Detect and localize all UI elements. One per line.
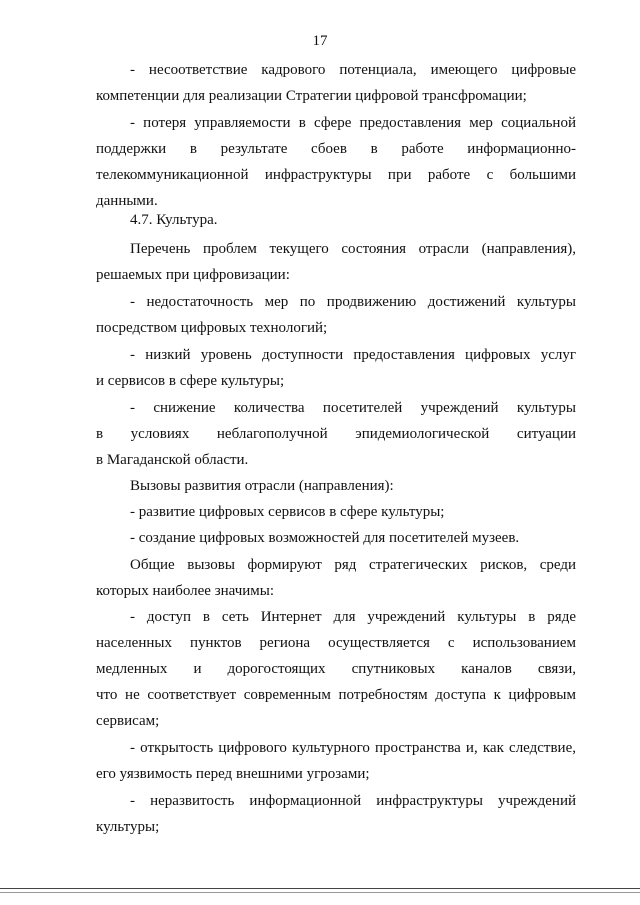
paragraph-openness-vulnerability (96, 735, 576, 787)
footer-divider (0, 888, 640, 889)
text-line: - доступ в сеть Интернет для учреждений культуры в ряде (130, 609, 576, 625)
text-line: - создание цифровых возможностей для посетителей музеев. (130, 530, 520, 546)
text-line: культуры; (96, 819, 160, 835)
text-line: решаемых при цифровизации: (96, 267, 290, 283)
paragraph-problem-list-intro (96, 236, 576, 288)
text-line: Вызовы развития отрасли (направления): (130, 478, 394, 494)
text-line: поддержки в результате сбоев в работе информационно- (96, 141, 576, 157)
paragraph-challenge-museums (96, 525, 576, 551)
paragraph-low-accessibility (96, 342, 576, 394)
paragraph-challenge-services (96, 499, 576, 525)
text-line: - недостаточность мер по продвижению достижений культуры (130, 294, 576, 310)
paragraph-staff-mismatch (96, 57, 576, 109)
text-line: сервисам; (96, 713, 160, 729)
text-line: что не соответствует современным потребностям доступа к цифровым (96, 687, 576, 703)
paragraph-loss-of-control (96, 110, 576, 214)
text-line: данными. (96, 193, 158, 209)
section-heading-culture (96, 207, 576, 233)
text-line: его уязвимость перед внешними угрозами; (96, 766, 370, 782)
paragraph-challenges-heading (96, 473, 576, 499)
text-line: посредством цифровых технологий; (96, 320, 328, 336)
text-line: компетенции для реализации Стратегии цифровой трансфромации; (96, 88, 527, 104)
text-line: медленных и дорогостоящих спутниковых каналов связи, (96, 661, 576, 677)
text-line: которых наиболее значимы: (96, 583, 275, 599)
text-line: телекоммуникационной инфраструктуры при работе с большими (96, 167, 576, 183)
text-line: - несоответствие кадрового потенциала, имеющего цифровые (130, 62, 576, 78)
section-title: 4.7. Культура. (130, 212, 218, 228)
footer-divider (0, 892, 640, 893)
paragraph-internet-access (96, 604, 576, 734)
text-line: - низкий уровень доступности предоставления цифровых услуг (130, 347, 576, 363)
text-line: - потеря управляемости в сфере предоставления мер социальной (130, 115, 576, 131)
page-number: 17 (312, 33, 328, 49)
text-line: в Магаданской области. (96, 452, 249, 468)
text-line: - развитие цифровых сервисов в сфере культуры; (130, 504, 445, 520)
paragraph-promotion-measures (96, 289, 576, 341)
text-line: - открытость цифрового культурного пространства и, как следствие, (130, 740, 576, 756)
text-line: - снижение количества посетителей учреждений культуры (130, 400, 576, 416)
text-line: и сервисов в сфере культуры; (96, 373, 285, 389)
text-line: в условиях неблагополучной эпидемиологической ситуации (96, 426, 576, 442)
text-line: населенных пунктов региона осуществляется с использованием (96, 635, 576, 651)
paragraph-visitor-decline (96, 395, 576, 473)
paragraph-risks-intro (96, 552, 576, 604)
text-line: Общие вызовы формируют ряд стратегических рисков, среди (130, 557, 576, 573)
text-line: - неразвитость информационной инфраструктуры учреждений (130, 793, 576, 809)
text-line: Перечень проблем текущего состояния отрасли (направления), (130, 241, 576, 257)
paragraph-infrastructure (96, 788, 576, 840)
